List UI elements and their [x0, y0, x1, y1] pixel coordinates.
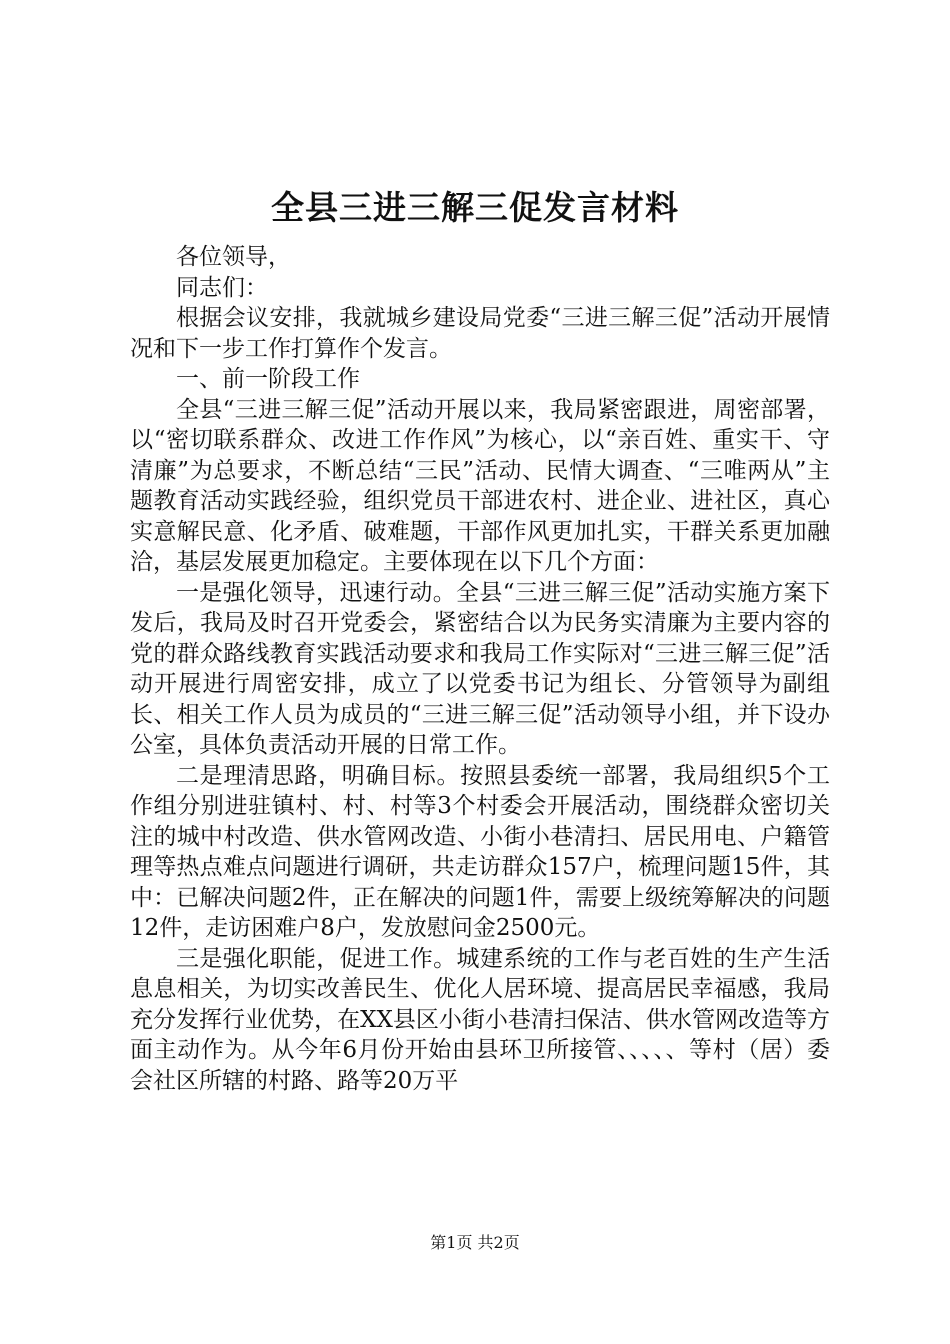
- document-body: [130, 242, 830, 1096]
- paragraph-point-two: 二是理清思路，明确目标。按照县委统一部署，我局组织5个工作组分别进驻镇村、村、村等3个村委会开展活动，围绕群众密切关注的城中村改造、供水管网改造、小街小巷清扫、居民用电、户籍管理等热点难点问题进行调研，共走访群众157户，梳理问题15件，其中：已解决问题2件，正在解决的问题1件，需要上级统筹解决的问题12件，走访困难户8户，发放慰问金2500元。: [130, 762, 830, 941]
- document-title: 全县三进三解三促发言材料: [271, 188, 679, 227]
- paragraph-point-one: 一是强化领导，迅速行动。全县“三进三解三促”活动实施方案下发后，我局及时召开党委会，紧密结合以为民务实清廉为主要内容的党的群众路线教育实践活动要求和我局工作实际对“三进三解三促”活动开展进行周密安排，成立了以党委书记为组长、分管领导为副组长、相关工作人员为成员的“三进三解三促”活动领导小组，并下设办公室，具体负责活动开展的日常工作。: [130, 579, 830, 758]
- section-heading: 一、前一阶段工作: [176, 366, 360, 392]
- paragraph-intro: 根据会议安排，我就城乡建设局党委“三进三解三促”活动开展情况和下一步工作打算作个发言。: [130, 305, 830, 362]
- page-number-footer: 第1页 共2页: [430, 1233, 520, 1252]
- paragraph-greeting-comrades: 同志们：: [176, 274, 268, 301]
- paragraph-point-three: 三是强化职能，促进工作。城建系统的工作与老百姓的生产生活息息相关，为切实改善民生、优化人居环境、提高居民幸福感，我局充分发挥行业优势，在XX县区小街小巷清扫保洁、供水管网改造等方面主动作为。从今年6月份开始由县环卫所接管、、、、、等村（居）委会社区所辖的村路、路等20万平: [130, 945, 830, 1094]
- paragraph-greeting-leaders: 各位领导，: [176, 244, 291, 270]
- paragraph-overview: 全县“三进三解三促”活动开展以来，我局紧密跟进，周密部署，以“密切联系群众、改进工作作风”为核心，以“亲百姓、重实干、守清廉”为总要求，不断总结“三民”活动、民情大调查、“三唯两从”主题教育活动实践经验，组织党员干部进农村、进企业、进社区，真心实意解民意、化矛盾、破难题，干部作风更加扎实，干群关系更加融洽，基层发展更加稳定。主要体现在以下几个方面：: [130, 396, 830, 575]
